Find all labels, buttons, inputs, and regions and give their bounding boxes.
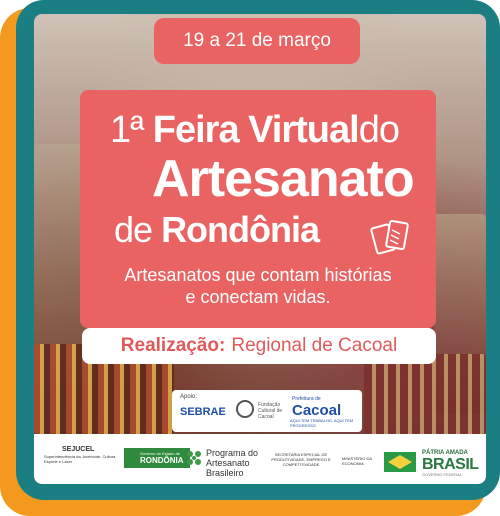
cacoal-logo: Cacoal <box>292 402 342 419</box>
fundacao-text: Fundação Cultural de Cacoal <box>258 402 283 420</box>
title-ordinal: 1ª <box>110 109 144 151</box>
subtitle <box>80 264 436 308</box>
governo-federal-text: GOVERNO FEDERAL <box>422 472 463 477</box>
title-artesanato: Artesanato <box>152 150 414 208</box>
organizer-value: Regional de Cacoal <box>231 335 398 356</box>
title-do: do <box>358 109 399 151</box>
support-logos <box>172 390 362 432</box>
pab-line-1: Programa do <box>206 448 259 458</box>
rondonia-small: Governo do Estado de <box>140 451 181 456</box>
title-de: de <box>114 209 153 250</box>
pab-icon <box>184 448 204 468</box>
title-line-3 <box>114 210 319 250</box>
rondonia-logo <box>124 448 190 468</box>
pab-line-2: Artesanato <box>206 458 250 468</box>
prefeitura-label: Prefeitura de <box>292 396 321 402</box>
brasil-flag-icon <box>384 452 416 472</box>
sebrae-logo: SEBRAE <box>180 406 226 418</box>
title-feira-virtual: Feira Virtual <box>152 109 359 151</box>
brasil-text: BRASIL <box>422 456 479 473</box>
sejucel-logo: SEJUCEL <box>62 446 95 453</box>
sponsor-footer <box>34 434 486 484</box>
subtitle-line-1: Artesanatos que contam histórias <box>124 265 392 285</box>
rondonia-name: RONDÔNIA <box>140 456 184 465</box>
event-date-badge: 19 a 21 de março <box>154 18 360 64</box>
patria-amada-text: PÁTRIA AMADA <box>422 450 468 456</box>
event-poster <box>34 14 486 484</box>
fundacao-icon <box>236 400 254 418</box>
sejucel-desc: Superintendência da Juventude, Cultura, Esporte e Lazer <box>44 454 117 464</box>
title-panel <box>80 90 436 328</box>
organizer-badge <box>82 328 436 364</box>
secretaria-text: SECRETARIA ESPECIAL DE PRODUTIVIDADE, EMPREGO E COMPETITIVIDADE <box>271 452 331 467</box>
pab-line-3: Brasileiro <box>206 468 244 478</box>
ministerio-text: MINISTÉRIO DA ECONOMIA <box>342 456 372 466</box>
cacoal-slogan: AQUI TEM TRABALHO, AQUI TEM PROGRESSO <box>290 418 354 428</box>
background-baskets <box>364 354 486 434</box>
title-line-1 <box>110 110 399 150</box>
title-rondonia: Rondônia <box>161 209 320 250</box>
craft-cards-icon <box>370 218 416 258</box>
organizer-label: Realização: <box>120 335 226 356</box>
pab-text <box>206 448 258 478</box>
support-label: Apoio: <box>180 394 198 400</box>
subtitle-line-2: e conectam vidas. <box>185 287 331 307</box>
